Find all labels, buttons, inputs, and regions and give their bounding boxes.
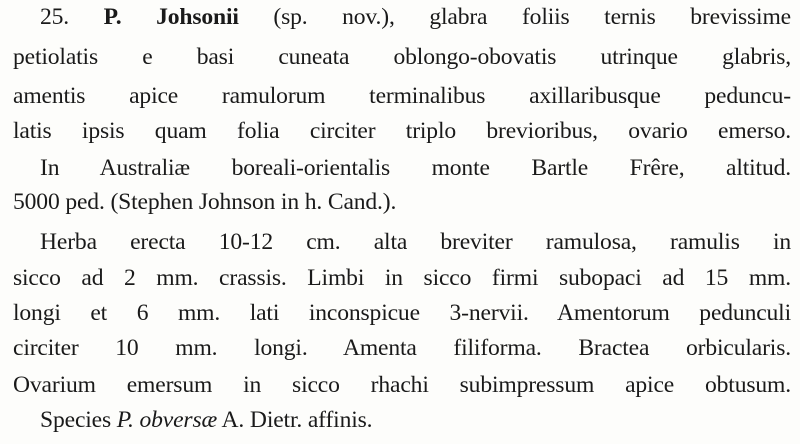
locality-line-2: 5000 ped. (Stephen Johnson in h. Cand.). <box>13 189 397 215</box>
notes-line-4: circiter 10 mm. longi. Amenta filiforma. Bractea orbicularis. <box>13 335 791 361</box>
notes-line-3: longi et 6 mm. lati inconspicue 3-nervii. Amentorum pedunculi <box>13 300 791 326</box>
affinity-prefix: Species <box>40 407 117 433</box>
notes-line-5: Ovarium emersum in sicco rhachi subimpressum apice obtusum. <box>13 372 791 398</box>
description-line-4: latis ipsis quam folia circiter triplo brevioribus, ovario emerso. <box>13 118 791 144</box>
species-name: P. Johsonii <box>103 4 239 30</box>
description-line-1: (sp. nov.), glabra foliis ternis brevissime <box>238 4 791 30</box>
affinity-species: P. obversæ <box>116 407 218 433</box>
description-line-2: petiolatis e basi cuneata oblongo-obovatis utrinque glabris, <box>13 44 791 70</box>
affinity-line <box>40 405 791 435</box>
description-line-3: amentis apice ramulorum terminalibus axillaribusque peduncu- <box>13 83 791 109</box>
locality-line-1: In Australiæ boreali-orientalis monte Bartle Frêre, altitud. <box>40 155 791 181</box>
affinity-suffix: A. Dietr. affinis. <box>217 407 373 433</box>
notes-line-1: Herba erecta 10-12 cm. alta breviter ramulosa, ramulis in <box>40 229 791 255</box>
entry-number: 25. <box>40 4 70 30</box>
entry-heading-line <box>40 2 791 32</box>
notes-line-2: sicco ad 2 mm. crassis. Limbi in sicco firmi subopaci ad 15 mm. <box>13 265 791 291</box>
